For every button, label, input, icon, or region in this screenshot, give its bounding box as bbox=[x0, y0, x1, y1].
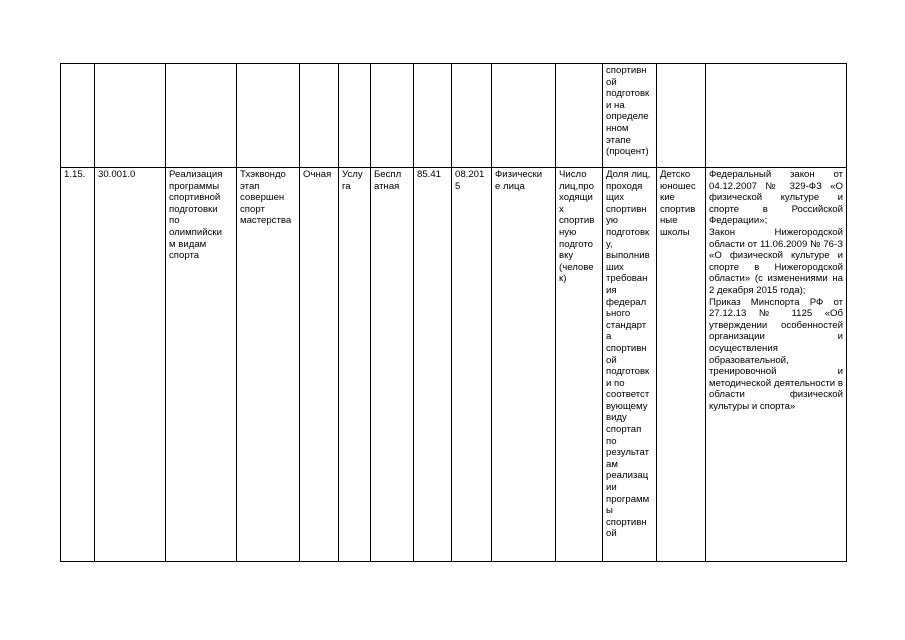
cell-consumers: Физически е лица bbox=[492, 168, 556, 562]
cell-number: 1.15. bbox=[61, 168, 95, 562]
cell-empty bbox=[166, 64, 237, 168]
cell-empty bbox=[300, 64, 339, 168]
cell-volume-indicator: Число лиц,про ходящи х спортив ную подгото вку (челове к) bbox=[556, 168, 603, 562]
cell-empty bbox=[371, 64, 414, 168]
cell-service-name: Реализация программы спортивной подготовки по олимпийски м видам спорта bbox=[166, 168, 237, 562]
services-table bbox=[60, 63, 847, 562]
cell-text: спортивн ой подготовк и на определе нном этапе (процент) bbox=[606, 65, 650, 158]
cell-quality-indicator-cont bbox=[603, 64, 657, 168]
cell-institution: Детско юношес кие спортив ные школы bbox=[657, 168, 706, 562]
cell-empty bbox=[706, 64, 847, 168]
cell-type: Услу га bbox=[339, 168, 371, 562]
cell-empty bbox=[237, 64, 300, 168]
cell-payment: Беспл атная bbox=[371, 168, 414, 562]
table-row bbox=[61, 168, 847, 562]
cell-empty bbox=[452, 64, 492, 168]
cell-form: Очная bbox=[300, 168, 339, 562]
cell-empty bbox=[339, 64, 371, 168]
cell-empty bbox=[556, 64, 603, 168]
cell-sport: Тхэквондо этап совершен спорт мастерства bbox=[237, 168, 300, 562]
cell-empty bbox=[95, 64, 166, 168]
cell-okved: 85.41 bbox=[414, 168, 452, 562]
cell-code: 30.001.0 bbox=[95, 168, 166, 562]
cell-empty bbox=[61, 64, 95, 168]
cell-empty bbox=[414, 64, 452, 168]
cell-date: 08.201 5 bbox=[452, 168, 492, 562]
cell-quality-indicator: Доля лиц, проходя щих спортивн ую подготовк у, выполнив ших требован ия федерал ьного стандарт а спортивн ой подготовк и по соответст вующему виду спортап по результат ам реализац ии программ ы спортивн ой bbox=[603, 168, 657, 562]
cell-legal-basis: Федеральный закон от 04.12.2007 № 329-ФЗ «О физической культуре и спорте в Российской Федерации»; Закон Нижегородской области от 11.06.2009 № 76-З «О физической культуре и спорте в Нижегородской области» (с изменениями на 2 декабря 2015 года); Приказ Минспорта РФ от 27.12.13 № 1125 «Об утверждении особенностей организации и осуществления образовательной, тренировочной и методической деятельности в области физической культуры и спорта» bbox=[706, 168, 847, 562]
table-row-continued bbox=[61, 64, 847, 168]
cell-empty bbox=[657, 64, 706, 168]
cell-empty bbox=[492, 64, 556, 168]
